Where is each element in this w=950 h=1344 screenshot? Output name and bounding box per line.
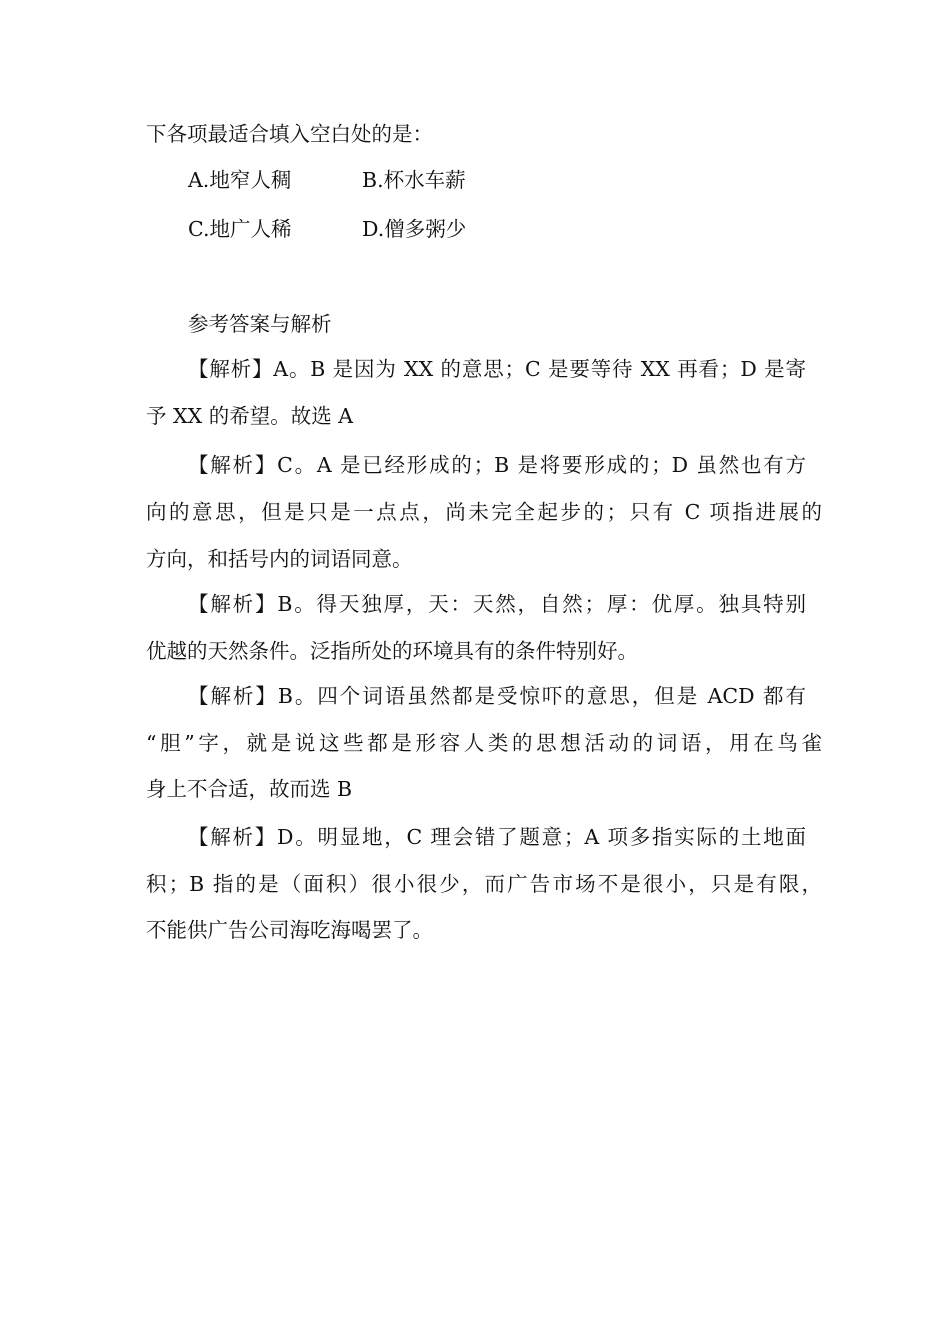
explanation-4-line-1: 【解析】B。四个词语虽然都是受惊吓的意思，但是 ACD 都有 — [188, 684, 806, 708]
explanation-5-line-1: 【解析】D。明显地，C 理会错了题意；A 项多指实际的土地面 — [188, 825, 806, 849]
question-prompt: 下各项最适合填入空白处的是： — [146, 122, 433, 146]
explanation-5-line-2: 积；B 指的是（面积）很小很少，而广告市场不是很小，只是有限， — [146, 872, 822, 896]
explanation-3-line-2: 优越的天然条件。泛指所处的环境具有的条件特别好。 — [146, 639, 638, 663]
explanation-4-line-3: 身上不合适，故而选 B — [146, 777, 353, 801]
option-d: D.僧多粥少 — [362, 217, 467, 241]
option-a: A.地窄人稠 — [188, 168, 292, 192]
option-c: C.地广人稀 — [188, 217, 292, 241]
explanation-2-line-3: 方向，和括号内的词语同意。 — [146, 547, 413, 571]
explanation-4-line-2: “胆”字，就是说这些都是形容人类的思想活动的词语，用在鸟雀 — [146, 731, 822, 755]
explanation-1-line-2: 予 XX 的希望。故选 A — [146, 404, 354, 428]
option-b: B.杯水车薪 — [362, 168, 466, 192]
explanation-5-line-3: 不能供广告公司海吃海喝罢了。 — [146, 918, 433, 942]
explanation-2-line-2: 向的意思，但是只是一点点，尚未完全起步的；只有 C 项指进展的 — [146, 500, 822, 524]
explanation-2-line-1: 【解析】C。A 是已经形成的；B 是将要形成的；D 虽然也有方 — [188, 453, 806, 477]
explanation-1-line-1: 【解析】A。B 是因为 XX 的意思；C 是要等待 XX 再看；D 是寄 — [188, 357, 806, 381]
explanation-3-line-1: 【解析】B。得天独厚，天：天然，自然；厚：优厚。独具特别 — [188, 592, 806, 616]
answers-heading: 参考答案与解析 — [188, 312, 332, 336]
